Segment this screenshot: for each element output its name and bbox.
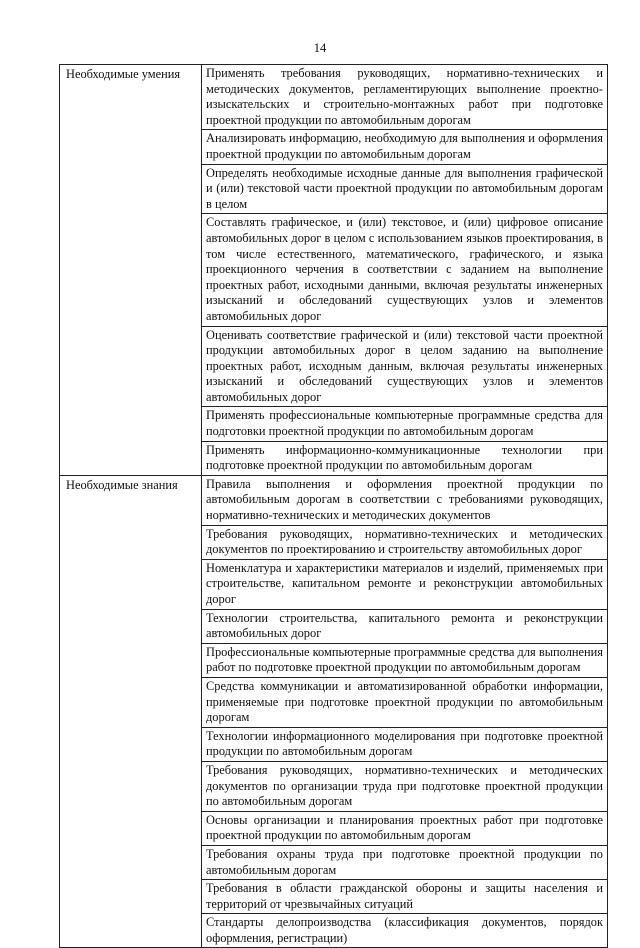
knowledge-item: Технологии информационного моделирования при подготовке проектной продукции по автомобильным дорогам	[202, 727, 608, 761]
section-label-skills: Необходимые умения	[60, 65, 202, 476]
table-row	[60, 65, 608, 130]
knowledge-item: Требования руководящих, нормативно-технических и методических документов по организации труда при подготовке проектной продукции по автомобильным дорогам	[202, 761, 608, 811]
knowledge-item: Требования в области гражданской обороны и защиты населения и территорий от чрезвычайных ситуаций	[202, 880, 608, 914]
knowledge-item: Профессиональные компьютерные программные средства для выполнения работ по подготовке проектной продукции по автомобильным дорогам	[202, 643, 608, 677]
skill-item: Применять профессиональные компьютерные программные средства для подготовки проектной продукции по автомобильным дорогам	[202, 407, 608, 441]
section-label-knowledge: Необходимые знания	[60, 475, 202, 948]
skill-item: Составлять графическое, и (или) текстовое, и (или) цифровое описание автомобильных дорог в целом с использованием языков проектирования, в том числе естественного, математического, графического, и языка проекционного черчения в соответствии с заданием на выполнение проектных работ, исходными данными, включая результаты инженерных изысканий и обследований существующих узлов и элементов автомобильных дорог	[202, 214, 608, 326]
skill-item: Применять требования руководящих, нормативно-технических и методических документов, регламентирующих выполнение проектно-изыскательских и строительно-монтажных работ при подготовке проектной продукции по автомобильным дорогам	[202, 65, 608, 130]
knowledge-item: Требования руководящих, нормативно-технических и методических документов по проектированию и строительству автомобильных дорог	[202, 525, 608, 559]
knowledge-item: Технологии строительства, капитального ремонта и реконструкции автомобильных дорог	[202, 609, 608, 643]
knowledge-item: Стандарты делопроизводства (классификация документов, порядок оформления, регистрации)	[202, 914, 608, 948]
skill-item: Оценивать соответствие графической и (или) текстовой части проектной продукции автомобильных дорог в целом заданию на выполнение проектных работ, исходным данным, включая результаты инженерных изысканий и обследований существующих узлов и элементов автомобильных дорог	[202, 326, 608, 407]
page-number: 14	[313, 41, 327, 55]
knowledge-item: Средства коммуникации и автоматизированной обработки информации, применяемые при подготовке проектной продукции по автомобильным дорогам	[202, 677, 608, 727]
knowledge-item: Требования охраны труда при подготовке проектной продукции по автомобильным дорогам	[202, 845, 608, 879]
knowledge-item: Правила выполнения и оформления проектной продукции по автомобильным дорогам в соответствии с требованиями руководящих, нормативно-технических и методических документов	[202, 475, 608, 525]
competency-table	[59, 64, 608, 948]
table-row	[60, 475, 608, 525]
skill-item: Определять необходимые исходные данные для выполнения графической и (или) текстовой части проектной продукции по автомобильным дорогам в целом	[202, 164, 608, 214]
knowledge-item: Номенклатура и характеристики материалов и изделий, применяемых при строительстве, капитальном ремонте и реконструкции автомобильных дорог	[202, 559, 608, 609]
skill-item: Анализировать информацию, необходимую для выполнения и оформления проектной продукции по автомобильным дорогам	[202, 130, 608, 164]
skill-item: Применять информационно-коммуникационные технологии при подготовке проектной продукции по автомобильным дорогам	[202, 441, 608, 475]
knowledge-item: Основы организации и планирования проектных работ при подготовке проектной продукции по автомобильным дорогам	[202, 811, 608, 845]
